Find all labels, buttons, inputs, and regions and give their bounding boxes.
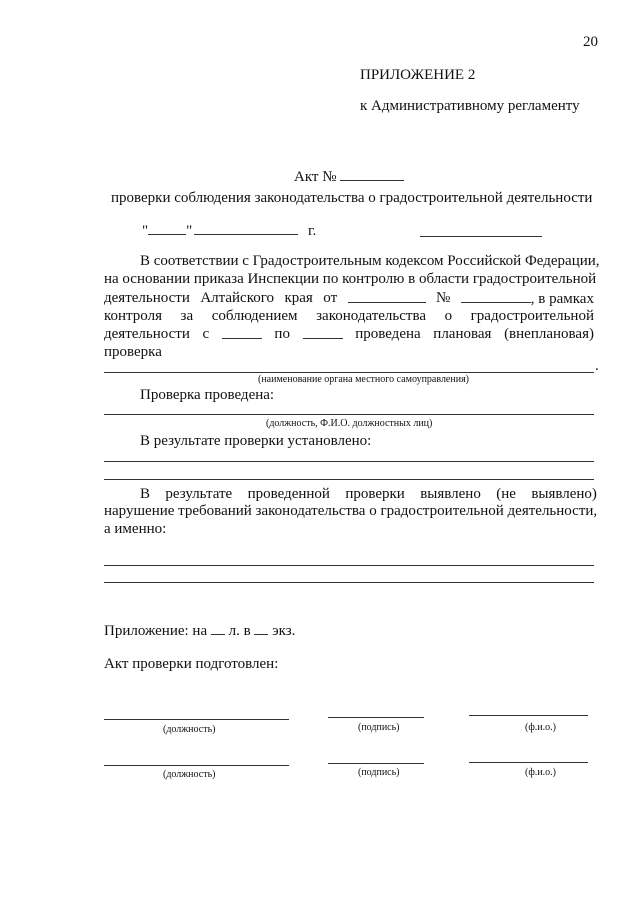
attachment-suffix: экз.	[272, 623, 296, 639]
attachment-line	[104, 622, 295, 640]
period-to-blank[interactable]	[303, 326, 343, 339]
date-year-suffix: г.	[308, 223, 317, 239]
p2-line1	[140, 486, 597, 503]
p2-line1-w5: выявлено	[420, 486, 481, 502]
appendix-subtitle: к Административному регламенту	[360, 98, 580, 114]
caption-position-1: (должность)	[163, 724, 216, 735]
org-line-period: .	[595, 358, 599, 374]
period-from-blank[interactable]	[222, 326, 262, 339]
p2-line3: а именно:	[104, 521, 167, 537]
sheets-count-blank[interactable]	[211, 622, 225, 635]
prepared-by-label: Акт проверки подготовлен:	[104, 656, 279, 672]
act-number-blank[interactable]	[340, 168, 404, 181]
date-day-blank[interactable]	[148, 222, 186, 235]
attachment-prefix: Приложение: на	[104, 623, 208, 639]
p1-line2: на основании приказа Инспекции по контролю в области градостроительной	[104, 271, 597, 287]
act-title-text: Акт №	[294, 169, 337, 185]
date-line	[142, 222, 316, 240]
p1-line3-w2: Алтайского	[200, 290, 275, 306]
act-subtitle: проверки соблюдения законодательства о градостроительной деятельности	[111, 190, 593, 206]
signature-blank-1[interactable]	[328, 717, 424, 718]
p1-line5	[104, 326, 594, 343]
p2-line1-w3: проведенной	[247, 486, 330, 502]
p1-line4-w6: градостроительной	[470, 308, 594, 324]
p1-line3	[104, 290, 594, 308]
result-blank-line-2[interactable]	[104, 479, 594, 480]
p1-line5-w3: по	[274, 326, 290, 342]
order-number-blank[interactable]	[461, 290, 531, 303]
attachment-mid: л. в	[228, 623, 251, 639]
date-month-blank[interactable]	[194, 222, 298, 235]
p2-line1-w4: проверки	[345, 486, 405, 502]
copies-count-blank[interactable]	[254, 622, 268, 635]
p1-line5-w5: плановая	[433, 326, 492, 342]
p1-line4-w2: за	[180, 308, 194, 324]
caption-signature-1: (подпись)	[358, 722, 400, 733]
p1-line3-w1: деятельности	[104, 290, 190, 306]
caption-position-2: (должность)	[163, 769, 216, 780]
signature-blank-2[interactable]	[328, 763, 424, 764]
position-blank-1[interactable]	[104, 719, 289, 720]
caption-officials: (должность, Ф.И.О. должностных лиц)	[266, 418, 433, 429]
result-established-label: В результате проверки установлено:	[140, 433, 372, 449]
p1-line1: В соответствии с Градостроительным кодексом Российской Федерации,	[140, 253, 600, 269]
order-date-blank[interactable]	[348, 290, 426, 303]
p1-line5-w2: с	[202, 326, 210, 342]
p2-line1-w2: результате	[165, 486, 233, 502]
date-quote-close: "	[186, 223, 193, 239]
p1-line4-w3: соблюдением	[211, 308, 298, 324]
p1-line5-w4: проведена	[355, 326, 421, 342]
caption-name-1: (ф.и.о.)	[525, 722, 556, 733]
caption-org: (наименование органа местного самоуправления)	[258, 374, 470, 385]
p1-line4-w1: контроля	[104, 308, 162, 324]
violations-blank-line-1[interactable]	[104, 565, 594, 566]
p1-line3-w3: края	[284, 290, 313, 306]
p1-line5-w6: (внеплановая)	[504, 326, 594, 342]
p1-line3-w5: №	[436, 290, 451, 306]
place-blank[interactable]	[420, 236, 542, 237]
violations-blank-line-2[interactable]	[104, 582, 594, 583]
name-blank-1[interactable]	[469, 715, 588, 716]
p1-line4-w4: законодательства	[316, 308, 427, 324]
appendix-title: ПРИЛОЖЕНИЕ 2	[360, 67, 476, 83]
p2-line1-w7: выявлено)	[531, 486, 597, 502]
p1-line3-w6: , в рамках	[530, 291, 594, 307]
inspection-by-label: Проверка проведена:	[140, 387, 275, 403]
date-quote-open: "	[142, 223, 149, 239]
p2-line1-w6: (не	[496, 486, 516, 502]
p1-line4-w5: о	[444, 308, 453, 324]
position-blank-2[interactable]	[104, 765, 289, 766]
p2-line1-w1: В	[140, 486, 151, 502]
p2-line2: нарушение требований законодательства о градостроительной деятельности,	[104, 503, 598, 519]
p1-line6: проверка	[104, 344, 162, 360]
caption-signature-2: (подпись)	[358, 767, 400, 778]
result-blank-line-1[interactable]	[104, 461, 594, 462]
p1-line5-w1: деятельности	[104, 326, 190, 342]
p1-line4	[104, 308, 594, 325]
p1-line3-w4: от	[323, 290, 338, 306]
officials-blank-line[interactable]	[104, 414, 594, 415]
name-blank-2[interactable]	[469, 762, 588, 763]
caption-name-2: (ф.и.о.)	[525, 767, 556, 778]
org-blank-line[interactable]	[104, 372, 594, 373]
act-title	[294, 168, 404, 186]
page-number: 20	[583, 34, 598, 50]
